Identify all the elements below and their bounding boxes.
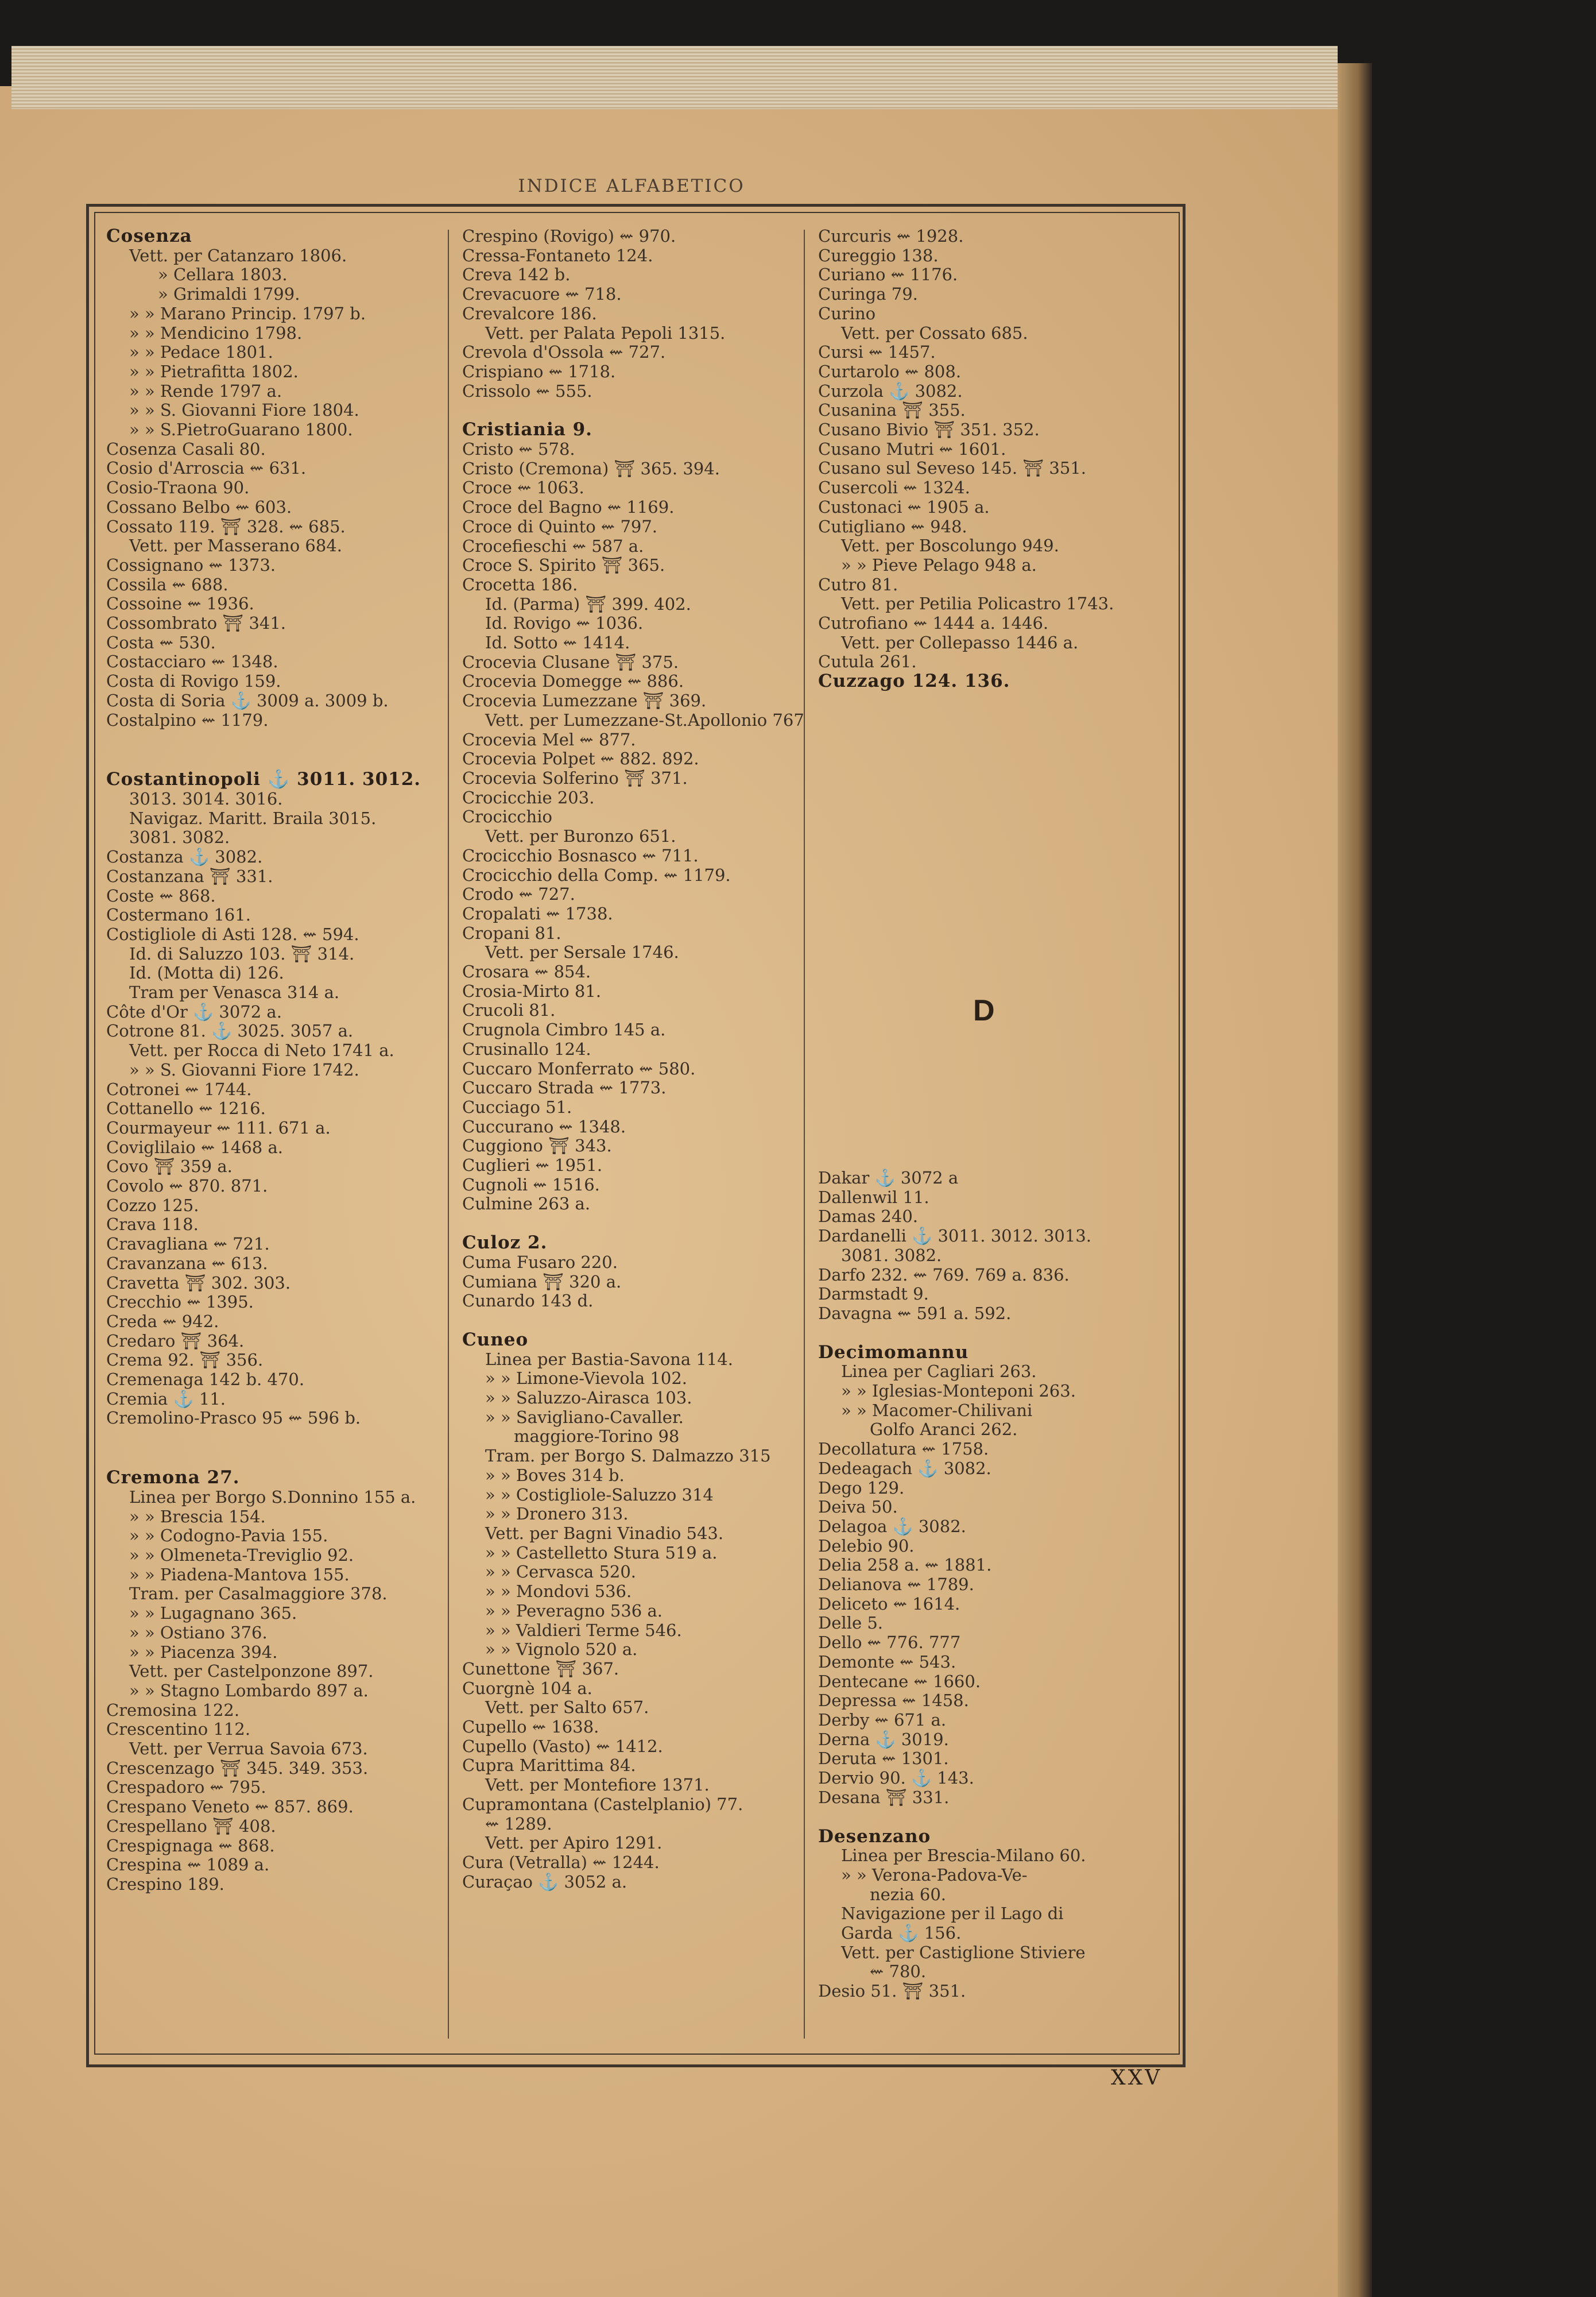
index-entry: Cravagliana ⇜ 721.: [106, 1234, 270, 1254]
index-entry: Crugnola Cimbro 145 a.: [462, 1020, 666, 1040]
index-entry: Coste ⇜ 868.: [106, 885, 216, 906]
index-entry: Delia 258 a. ⇜ 1881.: [818, 1555, 992, 1575]
index-column-c: [818, 227, 1163, 691]
index-heading: Culoz 2.: [462, 1232, 548, 1254]
spacer: [462, 1311, 807, 1331]
index-entry: Costa ⇜ 530.: [106, 632, 216, 652]
index-heading: Cristiania 9.: [462, 419, 592, 440]
index-entry: » » S. Giovanni Fiore 1742.: [129, 1059, 359, 1080]
index-entry: Vett. per Cossato 685.: [841, 323, 1028, 343]
index-entry: Crescentino 112.: [106, 1719, 251, 1739]
index-entry: Cuggiono ⛩ 343.: [462, 1136, 612, 1156]
index-entry: nezia 60.: [870, 1884, 947, 1904]
index-entry: Cursi ⇜ 1457.: [818, 342, 936, 362]
index-entry: Cosio-Traona 90.: [106, 478, 250, 498]
index-column-c-d-section: [818, 1169, 1163, 2001]
index-heading: Desenzano: [818, 1826, 931, 1847]
index-entry: Cusano Bivio ⛩ 351. 352.: [818, 420, 1040, 440]
index-entry: Croce ⇜ 1063.: [462, 478, 584, 498]
index-entry: Garda ⚓ 156.: [841, 1923, 962, 1943]
index-entry: Cossato 119. ⛩ 328. ⇜ 685.: [106, 516, 346, 536]
spacer: [462, 401, 807, 420]
index-entry: » » Saluzzo-Airasca 103.: [485, 1388, 692, 1408]
page-number: XXV: [1111, 2066, 1163, 2090]
index-entry: Vett. per Castelponzone 897.: [129, 1661, 374, 1681]
index-entry: Crocefieschi ⇜ 587 a.: [462, 536, 644, 556]
index-entry: » » Costigliole-Saluzzo 314: [485, 1484, 714, 1505]
index-entry: Costa di Soria ⚓ 3009 a. 3009 b.: [106, 690, 389, 710]
index-entry: Tram. per Casalmaggiore 378.: [129, 1584, 388, 1604]
index-entry: Cremosina 122.: [106, 1700, 240, 1720]
index-entry: Crecchio ⇜ 1395.: [106, 1292, 254, 1312]
index-entry: Costacciaro ⇜ 1348.: [106, 652, 278, 672]
index-entry: Côte d'Or ⚓ 3072 a.: [106, 1001, 282, 1022]
index-entry: Curtarolo ⇜ 808.: [818, 361, 962, 381]
index-entry: Dallenwil 11.: [818, 1187, 929, 1207]
index-entry: Cossoine ⇜ 1936.: [106, 594, 254, 614]
index-entry: Cuma Fusaro 220.: [462, 1252, 618, 1272]
index-entry: Costalpino ⇜ 1179.: [106, 710, 269, 730]
index-entry: Vett. per Buronzo 651.: [485, 826, 676, 846]
index-entry: Crocevia Mel ⇜ 877.: [462, 729, 636, 749]
index-entry: Crespadoro ⇜ 795.: [106, 1777, 266, 1797]
index-entry: Decollatura ⇜ 1758.: [818, 1439, 989, 1459]
spacer: [818, 1324, 1163, 1343]
index-entry: Cuccurano ⇜ 1348.: [462, 1116, 626, 1136]
index-entry: » » Marano Princip. 1797 b.: [129, 303, 366, 323]
index-entry: Vett. per Rocca di Neto 1741 a.: [129, 1041, 394, 1061]
index-entry: Cureggio 138.: [818, 245, 939, 265]
index-entry: Cravetta ⛩ 302. 303.: [106, 1273, 291, 1293]
index-entry: Cossano Belbo ⇜ 603.: [106, 497, 292, 517]
index-entry: Cuccaro Monferrato ⇜ 580.: [462, 1058, 696, 1078]
index-entry: Cropani 81.: [462, 923, 561, 943]
index-entry: Delianova ⇜ 1789.: [818, 1575, 974, 1595]
index-entry: Costermano 161.: [106, 905, 251, 925]
index-entry: Golfo Aranci 262.: [870, 1420, 1018, 1440]
index-entry: Vett. per Lumezzane-St.Apollonio 767: [485, 710, 804, 730]
index-entry: Desio 51. ⛩ 351.: [818, 1981, 966, 2001]
index-column-a: [106, 227, 451, 1894]
index-entry: Cusano Mutri ⇜ 1601.: [818, 439, 1006, 459]
index-entry: Culmine 263 a.: [462, 1194, 591, 1214]
index-entry: Vett. per Palata Pepoli 1315.: [485, 323, 726, 343]
index-entry: Linea per Cagliari 263.: [841, 1362, 1037, 1382]
index-entry: Crispiano ⇜ 1718.: [462, 361, 616, 381]
index-entry: Navigazione per il Lago di: [841, 1904, 1064, 1924]
index-entry: Courmayeur ⇜ 111. 671 a.: [106, 1117, 331, 1138]
index-entry: Dervio 90. ⚓ 143.: [818, 1768, 974, 1788]
index-heading: Decimomannu: [818, 1341, 969, 1363]
index-entry: Cotronei ⇜ 1744.: [106, 1079, 252, 1099]
index-entry: Cossignano ⇜ 1373.: [106, 555, 276, 575]
spacer: [106, 730, 451, 770]
index-entry: Cremolino-Prasco 95 ⇜ 596 b.: [106, 1408, 361, 1428]
index-entry: Costanza ⚓ 3082.: [106, 847, 263, 867]
index-entry: Cunardo 143 d.: [462, 1291, 594, 1311]
index-entry: Crevalcore 186.: [462, 303, 597, 323]
index-entry: Curinga 79.: [818, 284, 918, 304]
index-entry: Tram per Venasca 314 a.: [129, 983, 340, 1003]
index-entry: Cosenza Casali 80.: [106, 439, 266, 459]
index-entry: ⇜ 1289.: [485, 1813, 552, 1834]
spacer: [106, 1428, 451, 1468]
index-heading: Costantinopoli ⚓ 3011. 3012.: [106, 769, 421, 790]
index-entry: Crescenzago ⛩ 345. 349. 353.: [106, 1758, 369, 1778]
index-entry: Cuorgnè 104 a.: [462, 1678, 592, 1698]
index-entry: Delagoa ⚓ 3082.: [818, 1516, 966, 1536]
index-entry: Crespano Veneto ⇜ 857. 869.: [106, 1797, 354, 1817]
index-entry: » » Iglesias-Monteponi 263.: [841, 1381, 1076, 1401]
index-entry: Vett. per Collepasso 1446 a.: [841, 632, 1079, 652]
index-entry: maggiore-Torino 98: [514, 1426, 680, 1447]
index-entry: Costa di Rovigo 159.: [106, 671, 281, 691]
index-entry: Cutula 261.: [818, 652, 917, 672]
index-entry: Darfo 232. ⇜ 769. 769 a. 836.: [818, 1264, 1070, 1285]
index-entry: Costanzana ⛩ 331.: [106, 866, 273, 886]
index-entry: Deruta ⇜ 1301.: [818, 1749, 949, 1769]
index-entry: Tram. per Borgo S. Dalmazzo 315: [485, 1446, 771, 1466]
index-heading: Cuzzago 124. 136.: [818, 671, 1010, 692]
page-title: INDICE ALFABETICO: [518, 176, 745, 196]
index-entry: Cuccaro Strada ⇜ 1773.: [462, 1078, 667, 1098]
index-entry: » » Mondovi 536.: [485, 1581, 632, 1602]
index-entry: Crocicchio della Comp. ⇜ 1179.: [462, 865, 731, 885]
index-entry: » » Olmeneta-Treviglio 92.: [129, 1545, 354, 1565]
index-entry: Crespino (Rovigo) ⇜ 970.: [462, 226, 676, 246]
index-heading: Cosenza: [106, 226, 192, 246]
index-entry: Covo ⛩ 359 a.: [106, 1157, 233, 1177]
index-entry: » Grimaldi 1799.: [158, 284, 300, 304]
index-entry: » Cellara 1803.: [158, 265, 288, 285]
index-entry: Navigaz. Maritt. Braila 3015.: [129, 808, 377, 828]
index-entry: Id. Sotto ⇜ 1414.: [485, 633, 630, 653]
index-entry: Vett. per Petilia Policastro 1743.: [841, 594, 1114, 614]
index-entry: Vett. per Bagni Vinadio 543.: [485, 1523, 724, 1543]
index-entry: Id. (Motta di) 126.: [129, 963, 284, 983]
index-entry: Dello ⇜ 776. 777: [818, 1633, 961, 1653]
index-entry: Cumiana ⛩ 320 a.: [462, 1271, 622, 1291]
index-entry: Cottanello ⇜ 1216.: [106, 1099, 266, 1119]
index-entry: » » Valdieri Terme 546.: [485, 1620, 682, 1640]
index-entry: Vett. per Sersale 1746.: [485, 942, 679, 962]
index-entry: 3081. 3082.: [841, 1245, 942, 1265]
index-entry: » » Peveragno 536 a.: [485, 1600, 663, 1621]
index-entry: » » Rende 1797 a.: [129, 381, 282, 401]
index-entry: Cristo (Cremona) ⛩ 365. 394.: [462, 458, 720, 478]
index-entry: Cunettone ⛩ 367.: [462, 1658, 619, 1679]
index-entry: Cremia ⚓ 11.: [106, 1389, 226, 1409]
index-entry: Vett. per Montefiore 1371.: [485, 1775, 710, 1795]
index-entry: Dedeagach ⚓ 3082.: [818, 1458, 991, 1478]
index-heading: Cuneo: [462, 1329, 529, 1350]
index-entry: Costigliole di Asti 128. ⇜ 594.: [106, 924, 359, 944]
index-entry: Delle 5.: [818, 1613, 884, 1633]
index-heading: Cremona 27.: [106, 1467, 240, 1488]
index-entry: Crocevia Polpet ⇜ 882. 892.: [462, 749, 699, 769]
section-letter-d: D: [973, 994, 995, 1027]
index-entry: Crevola d'Ossola ⇜ 727.: [462, 342, 666, 362]
index-entry: Cossombrato ⛩ 341.: [106, 613, 286, 633]
index-entry: Cuglieri ⇜ 1951.: [462, 1155, 603, 1175]
index-entry: Davagna ⇜ 591 a. 592.: [818, 1303, 1012, 1323]
index-entry: » » Limone-Vievola 102.: [485, 1368, 688, 1389]
index-entry: Crocetta 186.: [462, 574, 578, 594]
index-entry: 3081. 3082.: [129, 827, 230, 848]
index-entry: Cugnoli ⇜ 1516.: [462, 1174, 600, 1194]
index-entry: Damas 240.: [818, 1206, 918, 1227]
index-entry: Linea per Brescia-Milano 60.: [841, 1846, 1086, 1866]
spacer: [462, 1214, 807, 1233]
index-entry: Derna ⚓ 3019.: [818, 1729, 949, 1749]
index-entry: Crocevia Solferino ⛩ 371.: [462, 768, 688, 788]
index-entry: Cutigliano ⇜ 948.: [818, 516, 967, 536]
index-entry: Cosio d'Arroscia ⇜ 631.: [106, 458, 307, 478]
index-entry: Cupramontana (Castelplanio) 77.: [462, 1794, 743, 1814]
index-entry: Cossila ⇜ 688.: [106, 574, 228, 594]
index-entry: Crespina ⇜ 1089 a.: [106, 1855, 270, 1875]
index-entry: Cusercoli ⇜ 1324.: [818, 478, 970, 498]
index-entry: » » Piadena-Mantova 155.: [129, 1564, 350, 1584]
index-entry: Cupello (Vasto) ⇜ 1412.: [462, 1736, 663, 1756]
index-entry: » » Castelletto Stura 519 a.: [485, 1542, 718, 1563]
index-entry: Crodo ⇜ 727.: [462, 884, 575, 904]
index-entry: » » Brescia 154.: [129, 1506, 266, 1526]
index-entry: » » Lugagnano 365.: [129, 1603, 297, 1623]
index-entry: Deliceto ⇜ 1614.: [818, 1594, 960, 1614]
index-entry: Crocicchie 203.: [462, 787, 595, 807]
index-entry: Vett. per Verrua Savoia 673.: [129, 1739, 368, 1759]
index-entry: Cutrofiano ⇜ 1444 a. 1446.: [818, 613, 1049, 633]
index-entry: » » Cervasca 520.: [485, 1562, 637, 1582]
index-entry: Crosia-Mirto 81.: [462, 981, 602, 1001]
index-entry: Crucoli 81.: [462, 1000, 556, 1020]
index-entry: » » Boves 314 b.: [485, 1465, 625, 1485]
index-entry: Dardanelli ⚓ 3011. 3012. 3013.: [818, 1226, 1091, 1246]
index-entry: Cusanina ⛩ 355.: [818, 400, 966, 420]
index-entry: Vett. per Masserano 684.: [129, 536, 342, 556]
index-entry: Vett. per Castiglione Stiviere: [841, 1942, 1086, 1962]
index-entry: » » Macomer-Chilivani: [841, 1400, 1033, 1420]
index-entry: Cura (Vetralla) ⇜ 1244.: [462, 1852, 660, 1872]
page-edges: [11, 46, 1338, 109]
index-entry: Id. (Parma) ⛩ 399. 402.: [485, 594, 691, 614]
index-entry: Coviglilaio ⇜ 1468 a.: [106, 1137, 283, 1157]
index-entry: Crocicchio Bosnasco ⇜ 711.: [462, 845, 699, 865]
index-entry: Vett. per Catanzaro 1806.: [129, 245, 347, 265]
index-entry: Creda ⇜ 942.: [106, 1311, 219, 1331]
index-entry: Dakar ⚓ 3072 a: [818, 1168, 959, 1188]
index-entry: Crocevia Domegge ⇜ 886.: [462, 671, 684, 691]
index-entry: 3013. 3014. 3016.: [129, 788, 283, 809]
index-entry: » » Codogno-Pavia 155.: [129, 1526, 328, 1546]
index-entry: Curiano ⇜ 1176.: [818, 265, 958, 285]
index-entry: Id. Rovigo ⇜ 1036.: [485, 613, 644, 633]
index-entry: » » Pieve Pelago 948 a.: [841, 555, 1037, 575]
index-entry: Depressa ⇜ 1458.: [818, 1691, 969, 1711]
index-entry: Linea per Borgo S.Donnino 155 a.: [129, 1487, 416, 1507]
index-entry: Cravanzana ⇜ 613.: [106, 1253, 268, 1273]
index-entry: Crusinallo 124.: [462, 1039, 591, 1059]
index-entry: Crespignaga ⇜ 868.: [106, 1835, 275, 1855]
index-entry: » » S.PietroGuarano 1800.: [129, 420, 353, 440]
index-entry: Croce del Bagno ⇜ 1169.: [462, 497, 675, 517]
index-entry: Crosara ⇜ 854.: [462, 962, 591, 982]
index-entry: Cutro 81.: [818, 574, 898, 594]
index-entry: » » Piacenza 394.: [129, 1642, 278, 1662]
index-entry: » » S. Giovanni Fiore 1804.: [129, 400, 359, 420]
index-entry: Derby ⇜ 671 a.: [818, 1710, 947, 1730]
index-entry: » » Verona-Padova-Ve-: [841, 1865, 1028, 1885]
index-column-b: [462, 227, 807, 1892]
index-entry: » » Mendicino 1798.: [129, 323, 303, 343]
index-entry: Crocevia Lumezzane ⛩ 369.: [462, 691, 707, 711]
index-entry: Cupra Marittima 84.: [462, 1755, 636, 1776]
index-entry: Crocevia Clusane ⛩ 375.: [462, 652, 679, 672]
index-entry: Crespino 189.: [106, 1874, 224, 1894]
index-entry: » » Pietrafitta 1802.: [129, 361, 299, 381]
index-entry: Delebio 90.: [818, 1536, 915, 1556]
index-entry: Deiva 50.: [818, 1497, 898, 1517]
index-entry: Linea per Bastia-Savona 114.: [485, 1349, 733, 1369]
index-entry: Cozzo 125.: [106, 1195, 199, 1215]
index-entry: » » Ostiano 376.: [129, 1622, 268, 1642]
index-entry: Dentecane ⇜ 1660.: [818, 1671, 981, 1691]
index-entry: Croce di Quinto ⇜ 797.: [462, 516, 658, 536]
index-entry: Covolo ⇜ 870. 871.: [106, 1176, 268, 1196]
index-entry: Crava 118.: [106, 1215, 199, 1235]
index-entry: Vett. per Apiro 1291.: [485, 1833, 663, 1853]
index-entry: Desana ⛩ 331.: [818, 1787, 950, 1807]
index-entry: Cremenaga 142 b. 470.: [106, 1370, 305, 1390]
index-entry: ⇜ 780.: [870, 1962, 927, 1982]
index-entry: » » Stagno Lombardo 897 a.: [129, 1680, 369, 1700]
index-entry: Crespellano ⛩ 408.: [106, 1816, 276, 1836]
index-entry: Cucciago 51.: [462, 1097, 572, 1117]
index-entry: Cristo ⇜ 578.: [462, 439, 575, 459]
index-entry: Cupello ⇜ 1638.: [462, 1717, 599, 1737]
index-entry: Curcuris ⇜ 1928.: [818, 226, 964, 246]
spacer: [818, 1808, 1163, 1827]
index-entry: Curino: [818, 303, 876, 323]
index-entry: Curaçao ⚓ 3052 a.: [462, 1871, 627, 1892]
index-entry: Vett. per Salto 657.: [485, 1697, 649, 1718]
index-entry: Darmstadt 9.: [818, 1284, 929, 1304]
index-entry: Vett. per Boscolungo 949.: [841, 536, 1059, 556]
index-entry: » » Vignolo 520 a.: [485, 1639, 638, 1660]
index-entry: Credaro ⛩ 364.: [106, 1331, 245, 1351]
index-entry: » » Pedace 1801.: [129, 342, 273, 362]
index-entry: Demonte ⇜ 543.: [818, 1652, 956, 1672]
index-entry: Creva 142 b.: [462, 265, 571, 285]
index-entry: Curzola ⚓ 3082.: [818, 381, 963, 401]
index-entry: Dego 129.: [818, 1478, 905, 1498]
index-entry: Crevacuore ⇜ 718.: [462, 284, 622, 304]
index-entry: Cotrone 81. ⚓ 3025. 3057 a.: [106, 1021, 354, 1041]
index-entry: Crissolo ⇜ 555.: [462, 381, 592, 401]
index-entry: Cropalati ⇜ 1738.: [462, 903, 613, 923]
index-entry: Croce S. Spirito ⛩ 365.: [462, 555, 665, 575]
index-entry: » » Dronero 313.: [485, 1504, 629, 1524]
index-entry: Id. di Saluzzo 103. ⛩ 314.: [129, 943, 355, 964]
index-entry: Cressa-Fontaneto 124.: [462, 245, 653, 265]
index-entry: Crema 92. ⛩ 356.: [106, 1350, 264, 1370]
index-entry: Crocicchio: [462, 807, 552, 827]
index-entry: Custonaci ⇜ 1905 a.: [818, 497, 990, 517]
book-binding: [1338, 63, 1372, 2297]
index-entry: » » Savigliano-Cavaller.: [485, 1407, 684, 1427]
index-entry: Cusano sul Seveso 145. ⛩ 351.: [818, 458, 1086, 478]
